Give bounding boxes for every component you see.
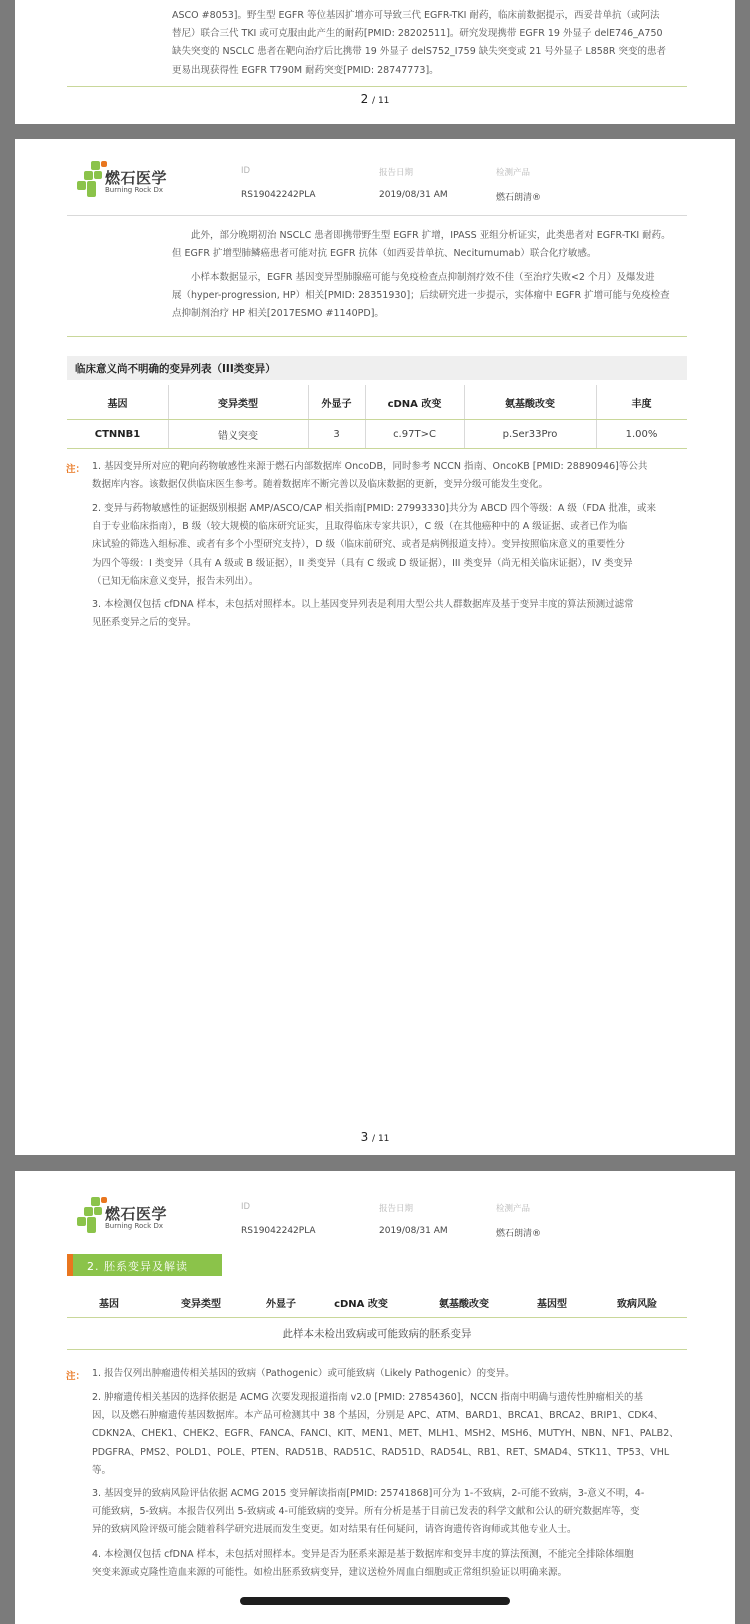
header-rule — [67, 215, 687, 216]
table-bottom-rule — [67, 1349, 687, 1350]
report-date-label: 报告日期 — [379, 168, 414, 178]
table-bottom-rule — [67, 448, 687, 449]
id-value: RS19042242PLA — [241, 190, 316, 200]
product-value: 燃石朗清® — [496, 1229, 542, 1239]
cell-aa-change: p.Ser33Pro — [502, 428, 558, 440]
page-footer-rule — [67, 86, 687, 87]
col-pathogenic-risk: 致病风险 — [617, 1298, 657, 1310]
product-label: 检测产品 — [496, 168, 531, 178]
col-aa-change: 氨基酸改变 — [505, 398, 555, 410]
cell-abundance: 1.00% — [625, 428, 658, 440]
product-label: 检测产品 — [496, 1204, 531, 1214]
note-2: 2. 变异与药物敏感性的证据级别根据 AMP/ASCO/CAP 相关指南[PMID: 27993330]共分为 ABCD 四个等级：A 级（FDA 批准，或来 自于专业临床指南），B 级（较大规模的临床研究证实，且取得临床专家共识），C 级（在其他癌种中的 A 级证据、或者已作为临 床试验的筛选入组标准、或者有多个小型研究支持），D 级（临床前研究、或者是病例报道支持）。变异按照临床意义的重要性分 为四个等级：I 类变异（具有 A 级或 B 级证据），II 类变异（具有 C 级或 D 级证据），III 类变异（尚无相关临床证据），IV 类变异 （已知无临床意义变异，报告未列出）。 — [92, 503, 656, 587]
col-exon: 外显子 — [321, 398, 352, 410]
germline-table-header — [67, 1287, 687, 1317]
paragraph-egfr-amplification: 此外，部分晚期初治 NSCLC 患者即携带野生型 EGFR 扩增，IPASS 亚组分析证实，此类患者对 EGFR-TKI 耐药。 但 EGFR 扩增型肺鳞癌患者可能对抗 EGFR 抗体（如西妥昔单抗、Necitumumab）联合化疗敏感。 — [172, 230, 671, 260]
cell-cdna: c.97T>C — [393, 428, 436, 440]
section-title-class3: 临床意义尚不明确的变异列表（III类变异） — [67, 356, 687, 380]
note-2: 2. 肿瘤遗传相关基因的选择依据是 ACMG 次要发现报道指南 v2.0 [PMID: 27854360]，NCCN 指南中明确与遗传性肿瘤相关的基 因，以及燃石肿瘤遗传基因数据库。本产品可检测其中 38 个基因，分别是 APC、ATM、BARD1、BRCA1、BRCA2、BRIP1、CDK4、 CDKN2A、CHEK1、CHEK2、EGFR、FANCA、FANCI、KIT、MEN1、MET、MLH1、MSH2、MSH6、MUTYH、NBN、NF1、PALB2、 PDGFRA、PMS2、POLD1、POLE、PTEN、RAD51B、RAD51C、RAD51D、RAD54L、RB1、RET、SMAD4、STK11、TP53、VHL 等。 — [92, 1392, 679, 1476]
note-1: 1. 基因变异所对应的靶向药物敏感性来源于燃石内部数据库 OncoDB，同时参考 NCCN 指南、OncoKB [PMID: 28890946]等公共 数据库内容。该数据仅供临床医生参考。随着数据库不断完善以及临床数据的更新，变异分级可能发生变化。 — [92, 461, 648, 491]
col-variant-type: 变异类型 — [218, 398, 258, 410]
note-label: 注： — [66, 1371, 86, 1382]
cell-exon: 3 — [333, 428, 340, 440]
no-result-row: 此样本未检出致病或可能致病的胚系变异 — [282, 1327, 472, 1340]
paragraph-egfr-resistance: ASCO #8053]。野生型 EGFR 等位基因扩增亦可导致三代 EGFR-TKI 耐药，临床前数据提示，西妥昔单抗（或阿法 替尼）联合三代 TKI 或可克服由此产生的耐药[PMID: 28202511]。研究发现携带 EGFR 19 外显子 delE746_A750 缺失突变的 NSCLC 患者在靶向治疗后比携带 19 外显子 delS752_I759 缺失突变或 21 号外显子 L858R 突变的患者 更易出现获得性 EGFR T790M 耐药突变[PMID: 28747773]。 — [172, 10, 666, 76]
report-page-2 — [15, 0, 735, 124]
col-cdna: cDNA 改变 — [334, 1298, 388, 1310]
variant-table-header — [67, 385, 687, 419]
report-page-3 — [15, 139, 735, 1155]
id-value: RS19042242PLA — [241, 1226, 316, 1236]
burning-rock-logo: 燃石医学 Burning Rock Dx — [77, 161, 177, 201]
page-number: 3 / 11 — [360, 1130, 390, 1144]
report-page-4 — [15, 1171, 735, 1624]
product-value: 燃石朗清® — [496, 193, 542, 203]
cell-gene: CTNNB1 — [94, 428, 141, 440]
col-abundance: 丰度 — [631, 398, 652, 410]
col-genotype: 基因型 — [537, 1298, 567, 1310]
id-label: ID — [241, 1202, 251, 1212]
burning-rock-logo: 燃石医学 Burning Rock Dx — [77, 1197, 177, 1237]
report-date-value: 2019/08/31 AM — [379, 1226, 448, 1236]
report-date-label: 报告日期 — [379, 1204, 414, 1214]
report-date-value: 2019/08/31 AM — [379, 190, 448, 200]
col-variant-type: 变异类型 — [181, 1298, 221, 1310]
note-4: 4. 本检测仅包括 cfDNA 样本，未包括对照样本。变异是否为胚系来源是基于数据库和变异丰度的算法预测，不能完全排除体细胞 突变来源或克隆性造血来源的可能性。如检出胚系致病变异，建议送检外周血白细胞或正常组织验证以明确来源。 — [92, 1549, 634, 1579]
col-gene: 基因 — [99, 1298, 119, 1310]
col-exon: 外显子 — [266, 1298, 296, 1310]
col-cdna: cDNA 改变 — [387, 398, 442, 410]
page-number: 2 / 11 — [360, 92, 390, 106]
id-label: ID — [241, 166, 251, 176]
note-3: 3. 基因变异的致病风险评估依据 ACMG 2015 变异解读指南[PMID: 25741868]可分为 1-不致病，2-可能不致病，3-意义不明，4- 可能致病，5-致病。本报告仅列出 5-致病或 4-可能致病的变异。所有分析是基于目前已发表的科学文献和公认的研究数据库等，变 异的致病风险评级可能会随着科学研究进展而发生变更。如对结果有任何疑问，请咨询遗传咨询师或其他专业人士。 — [92, 1488, 645, 1536]
col-gene: 基因 — [107, 398, 128, 410]
cell-variant-type: 错义突变 — [218, 430, 258, 442]
note-1: 1. 报告仅列出肿瘤遗传相关基因的致病（Pathogenic）或可能致病（Likely Pathogenic）的变异。 — [92, 1368, 515, 1379]
home-indicator[interactable] — [240, 1597, 510, 1605]
table-row — [67, 420, 687, 448]
note-label: 注： — [66, 464, 86, 475]
note-3: 3. 本检测仅包括 cfDNA 样本，未包括对照样本。以上基因变异列表是利用大型公共人群数据库及基于变异丰度的算法预测过滤常 见胚系变异之后的变异。 — [92, 599, 634, 629]
paragraph-hyperprogression: 小样本数据显示，EGFR 基因变异型肺腺癌可能与免疫检查点抑制剂疗效不佳（至治疗失败<2 个月）及爆发进 展（hyper-progression, HP）相关[PMID: 28351930]；后续研究进一步提示，实体瘤中 EGFR 扩增可能与免疫检查 点抑制剂治疗 HP 相关[2017ESMO #1140PD]。 — [172, 272, 670, 320]
col-aa-change: 氨基酸改变 — [439, 1298, 489, 1310]
section-title-germline: 2. 胚系变异及解读 — [67, 1254, 222, 1276]
section-divider — [67, 336, 687, 337]
